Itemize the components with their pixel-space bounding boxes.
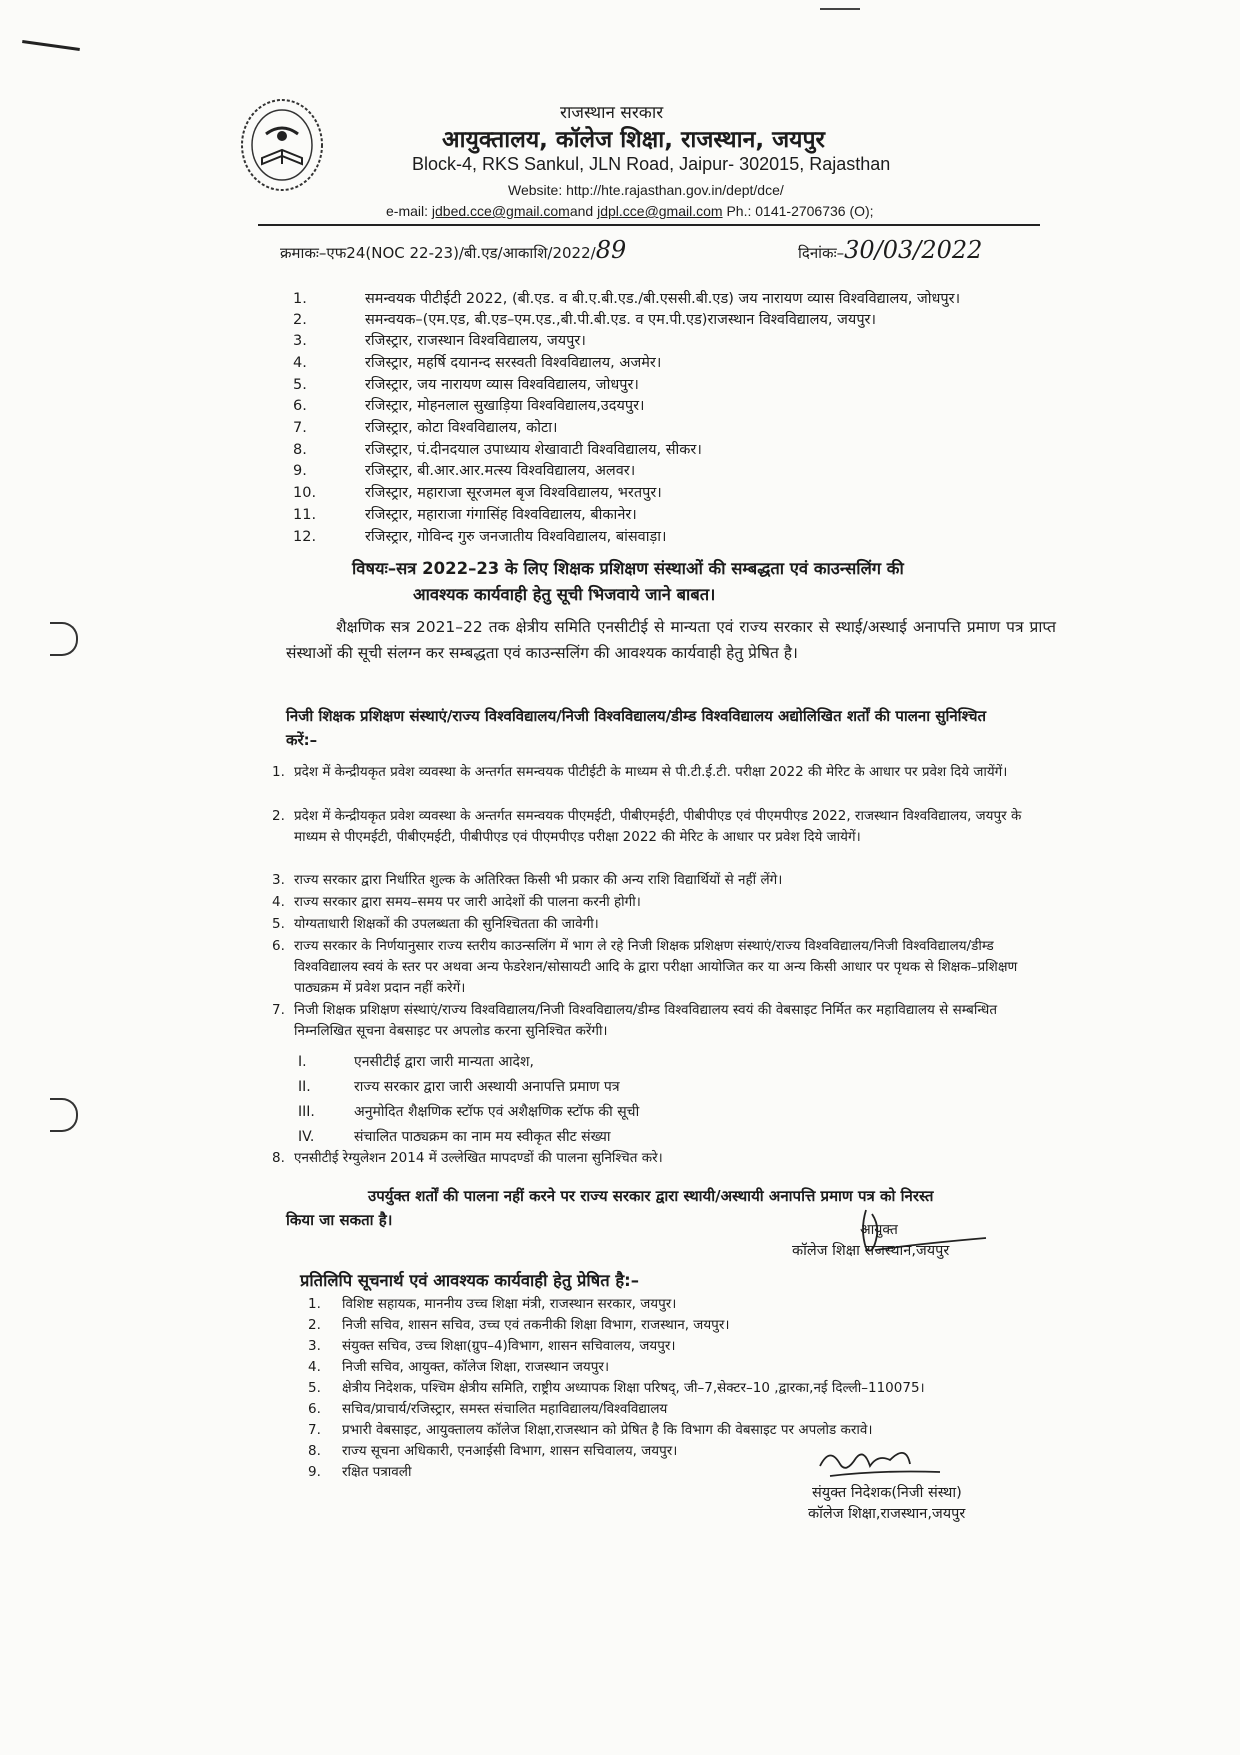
signature-2 [810, 1436, 950, 1486]
date-value: 30/03/2022 [844, 236, 983, 264]
subject-line-1: विषयः–सत्र 2022–23 के लिए शिक्षक प्रशिक्षण संस्थाओं की सम्बद्धता एवं काउन्सलिंग की [352, 559, 904, 578]
email-prefix: e-mail: [386, 203, 432, 219]
scan-mark [22, 40, 80, 51]
condition-item: 6. राज्य सरकार के निर्णयानुसार राज्य स्तरीय काउन्सलिंग में भाग ले रहे निजी शिक्षक प्रशिक्षण संस्थाएं/राज्य विश्वविद्यालय/निजी विश्वविद्यालय/डीम्ड विश्वविद्यालय स्वयं के स्तर पर अथवा अन्य फेडरेशन/सोसायटी आदि के द्वारा परीक्षा आयोजित कर या अन्य किसी आधार पर पृथक से शिक्षक–प्रशिक्षण पाठ्यक्रम में प्रवेश प्रदान नहीं करेगें। [272, 938, 1018, 996]
cc-item: 9. रक्षित पत्रावली [308, 1464, 412, 1480]
signatory-2-title: संयुक्त निदेशक(निजी संस्था) [812, 1485, 962, 1501]
email-and: and [569, 203, 598, 219]
office-name: आयुक्तालय, कॉलेज शिक्षा, राजस्थान, जयपुर [442, 127, 825, 153]
emblem-icon [238, 96, 326, 194]
condition-item: 4. राज्य सरकार द्वारा समय–समय पर जारी आदेशों की पालना करनी होगी। [272, 894, 641, 910]
cc-item: 7. प्रभारी वेबसाइट, आयुक्तालय कॉलेज शिक्षा,राजस्थान को प्रेषित है कि विभाग की वेबसाइट पर अपलोड करावे। [308, 1422, 873, 1438]
kramank-number: 89 [595, 236, 627, 264]
recipient-item: 9. रजिस्ट्रार, बी.आर.आर.मत्स्य विश्वविद्यालय, अलवर। [293, 463, 636, 479]
sub-item: IV. संचालित पाठ्यक्रम का नाम मय स्वीकृत सीट संख्या [298, 1129, 611, 1145]
recipient-item: 8. रजिस्ट्रार, पं.दीनदयाल उपाध्याय शेखावाटी विश्वविद्यालय, सीकर। [293, 442, 702, 458]
recipient-item: 4. रजिस्ट्रार, महर्षि दयानन्द सरस्वती विश्वविद्यालय, अजमेर। [293, 355, 662, 371]
condition-item: 1. प्रदेश में केन्द्रीयकृत प्रवेश व्यवस्था के अन्तर्गत समन्वयक पीटीईटी के माध्यम से पी.टी.ई.टी. परीक्षा 2022 की मेरिट के आधार पर प्रवेश दिये जायेंगें। [272, 764, 1008, 780]
kramank-label: क्रमाकः–एफ24(NOC 22-23)/बी.एड/आकाशि/2022/ [280, 244, 596, 262]
recipient-item: 5. रजिस्ट्रार, जय नारायण व्यास विश्वविद्यालय, जोधपुर। [293, 377, 639, 393]
recipient-item: 2. समन्वयक–(एम.एड, बी.एड–एम.एड.,बी.पी.बी.एड. व एम.पी.एड)राजस्थान विश्वविद्यालय, जयपुर। [293, 312, 876, 328]
scan-mark [820, 8, 860, 10]
signatory-2-org: कॉलेज शिक्षा,राजस्थान,जयपुर [808, 1506, 966, 1522]
office-contact [386, 203, 874, 219]
recipient-item: 6. रजिस्ट्रार, मोहनलाल सुखाड़िया विश्वविद्यालय,उदयपुर। [293, 398, 645, 414]
email-link-2[interactable]: jdpl.cce@gmail.com [597, 203, 723, 219]
recipient-item: 10. रजिस्ट्रार, महाराजा सूरजमल बृज विश्वविद्यालय, भरतपुर। [293, 485, 662, 501]
cc-item: 8. राज्य सूचना अधिकारी, एनआईसी विभाग, शासन सचिवालय, जयपुर। [308, 1443, 678, 1459]
recipient-item: 11. रजिस्ट्रार, महाराजा गंगासिंह विश्वविद्यालय, बीकानेर। [293, 507, 637, 523]
header-rule [258, 224, 1040, 226]
sub-item: II. राज्य सरकार द्वारा जारी अस्थायी अनापत्ति प्रमाण पत्र [298, 1079, 620, 1095]
office-website: Website: http://hte.rajasthan.gov.in/dept/dce/ [508, 182, 784, 198]
recipient-item: 3. रजिस्ट्रार, राजस्थान विश्वविद्यालय, जयपुर। [293, 333, 586, 349]
cc-heading: प्रतिलिपि सूचनार्थ एवं आवश्यक कार्यवाही हेतु प्रेषित है:– [300, 1271, 639, 1290]
cc-item: 1. विशिष्ट सहायक, माननीय उच्च शिक्षा मंत्री, राजस्थान सरकार, जयपुर। [308, 1296, 677, 1312]
reference-date [798, 236, 982, 264]
cc-item: 6. सचिव/प्राचार्य/रजिस्ट्रार, समस्त संचालित महाविद्यालय/विश्वविद्यालय [308, 1401, 668, 1417]
punch-hole [50, 1098, 78, 1132]
recipient-item: 12. रजिस्ट्रार, गोविन्द गुरु जनजातीय विश्वविद्यालय, बांसवाड़ा। [293, 529, 667, 545]
date-label: दिनांकः– [798, 244, 845, 262]
reference-number [280, 236, 626, 264]
cc-item: 4. निजी सचिव, आयुक्त, कॉलेज शिक्षा, राजस्थान जयपुर। [308, 1359, 610, 1375]
condition-item: 3. राज्य सरकार द्वारा निर्धारित शुल्क के अतिरिक्त किसी भी प्रकार की अन्य राशि विद्यार्थियों से नहीं लेंगे। [272, 872, 783, 888]
email-link-1[interactable]: jdbed.cce@gmail.com [431, 203, 570, 219]
signatory-1-title: आयुक्त [860, 1222, 898, 1238]
body-paragraph: शैक्षणिक सत्र 2021–22 तक क्षेत्रीय समिति एनसीटीई से मान्यता एवं राज्य सरकार से स्थाई/अस्थाई अनापत्ति प्रमाण पत्र प्राप्त संस्थाओं की सूची संलग्न कर सम्बद्धता एवं काउन्सलिंग की आवश्यक कार्यवाही हेतु प्रेषित है। [286, 618, 1056, 662]
closing-line-2: किया जा सकता है। [286, 1211, 393, 1229]
cc-item: 5. क्षेत्रीय निदेशक, पश्चिम क्षेत्रीय समिति, राष्ट्रीय अध्यापक शिक्षा परिषद्, जी–7,सेक्टर–10 ,द्वारका,नई दिल्ली–110075। [308, 1380, 925, 1396]
recipient-item: 1. समन्वयक पीटीईटी 2022, (बी.एड. व बी.ए.बी.एड./बी.एससी.बी.एड) जय नारायण व्यास विश्वविद्यालय, जोधपुर। [293, 291, 961, 307]
condition-item: 2. प्रदेश में केन्द्रीयकृत प्रवेश व्यवस्था के अन्तर्गत समन्वयक पीएमईटी, पीबीएमईटी, पीबीपीएड एवं पीएमपीएड 2022, राजस्थान विश्वविद्यालय, जयपुर के माध्यम से पीएमईटी, पीबीएमईटी, पीबीपीएड एवं पीएमपीएड परीक्षा 2022 की मेरिट के आधार पर प्रवेश दिये जायेगें। [272, 808, 1022, 845]
condition-item: 8. एनसीटीई रेग्युलेशन 2014 में उल्लेखित मापदण्डों की पालना सुनिश्चित करे। [272, 1150, 663, 1166]
recipient-item: 7. रजिस्ट्रार, कोटा विश्वविद्यालय, कोटा। [293, 420, 558, 436]
cc-item: 3. संयुक्त सचिव, उच्च शिक्षा(ग्रुप–4)विभाग, शासन सचिवालय, जयपुर। [308, 1338, 676, 1354]
sub-item: I. एनसीटीई द्वारा जारी मान्यता आदेश, [298, 1054, 534, 1070]
condition-item: 5. योग्यताधारी शिक्षकों की उपलब्धता की सुनिश्चितता की जावेगी। [272, 916, 599, 932]
condition-item: 7. निजी शिक्षक प्रशिक्षण संस्थाएं/राज्य विश्वविद्यालय/निजी विश्वविद्यालय/डीम्ड विश्वविद्यालय स्वयं की वेबसाइट निर्मित कर महाविद्यालय से सम्बन्धित निम्नलिखित सूचना वेबसाइट पर अपलोड करना सुनिश्चित करेंगी। [272, 1002, 998, 1039]
subject-line-2: आवश्यक कार्यवाही हेतु सूची भिजवाये जाने बाबत। [413, 585, 716, 604]
sub-item: III. अनुमोदित शैक्षणिक स्टॉफ एवं अशैक्षणिक स्टॉफ की सूची [298, 1104, 640, 1120]
phone: Ph.: 0141-2706736 (O); [722, 203, 874, 219]
closing-line-1: उपर्युक्त शर्तों की पालना नहीं करने पर राज्य सरकार द्वारा स्थायी/अस्थायी अनापत्ति प्रमाण पत्र को निरस्त [368, 1187, 934, 1205]
punch-hole [50, 622, 78, 656]
office-address: Block-4, RKS Sankul, JLN Road, Jaipur- 302015, Rajasthan [412, 154, 891, 174]
signatory-1-org: कॉलेज शिक्षा राजस्थान,जयपुर [792, 1243, 950, 1259]
conditions-heading: निजी शिक्षक प्रशिक्षण संस्थाएं/राज्य विश्वविद्यालय/निजी विश्वविद्यालय/डीम्ड विश्वविद्यालय अद्योलिखित शर्तों की पालना सुनिश्चित करें:– [286, 707, 987, 749]
cc-item: 2. निजी सचिव, शासन सचिव, उच्च एवं तकनीकी शिक्षा विभाग, राजस्थान, जयपुर। [308, 1317, 730, 1333]
govt-name: राजस्थान सरकार [560, 103, 664, 123]
